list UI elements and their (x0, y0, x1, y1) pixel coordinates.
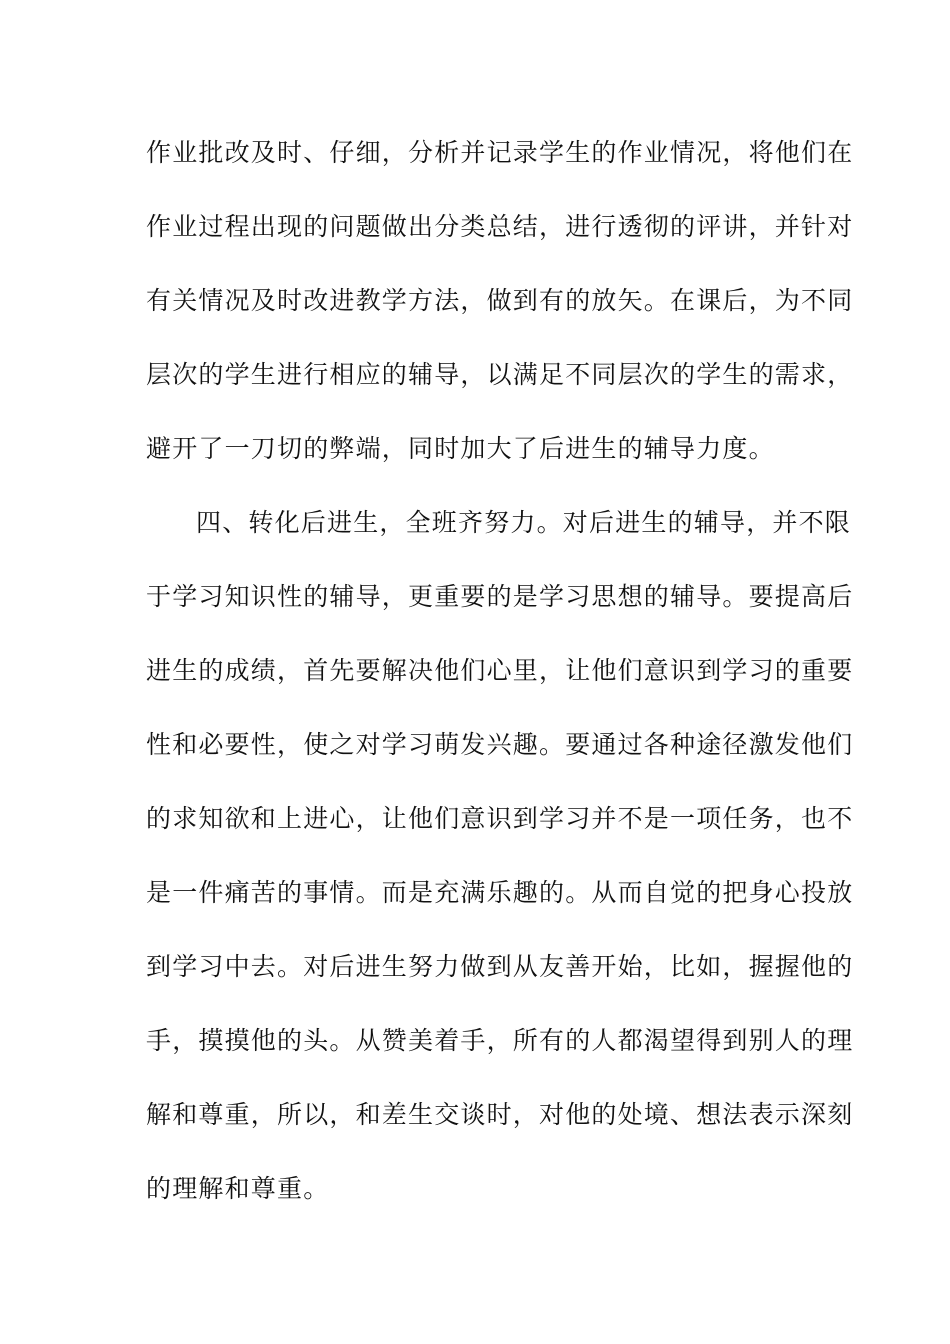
text-line: 是一件痛苦的事情。而是充满乐趣的。从而自觉的把身心投放 (146, 878, 854, 907)
text-line: 到学习中去。对后进生努力做到从友善开始，比如，握握他的 (146, 952, 854, 981)
text-line: 于学习知识性的辅导，更重要的是学习思想的辅导。要提高后 (146, 582, 854, 611)
text-line: 层次的学生进行相应的辅导，以满足不同层次的学生的需求， (146, 360, 854, 389)
text-line: 解和尊重，所以，和差生交谈时，对他的处境、想法表示深刻 (146, 1100, 854, 1129)
text-line: 性和必要性，使之对学习萌发兴趣。要通过各种途径激发他们 (146, 730, 854, 759)
text-line: 有关情况及时改进教学方法，做到有的放矢。在课后，为不同 (146, 286, 854, 315)
body-text (146, 130, 854, 1240)
text-line: 进生的成绩，首先要解决他们心里，让他们意识到学习的重要 (146, 656, 854, 685)
text-line: 的求知欲和上进心，让他们意识到学习并不是一项任务，也不 (146, 804, 854, 833)
paragraph-start-line: 四、转化后进生，全班齐努力。对后进生的辅导，并不限 (196, 508, 852, 537)
text-line: 的理解和尊重。 (146, 1174, 330, 1203)
text-line: 作业过程出现的问题做出分类总结，进行透彻的评讲，并针对 (146, 212, 854, 241)
text-line: 作业批改及时、仔细，分析并记录学生的作业情况，将他们在 (146, 138, 854, 167)
text-line: 手，摸摸他的头。从赞美着手，所有的人都渴望得到别人的理 (146, 1026, 854, 1055)
text-line: 避开了一刀切的弊端，同时加大了后进生的辅导力度。 (146, 434, 775, 463)
